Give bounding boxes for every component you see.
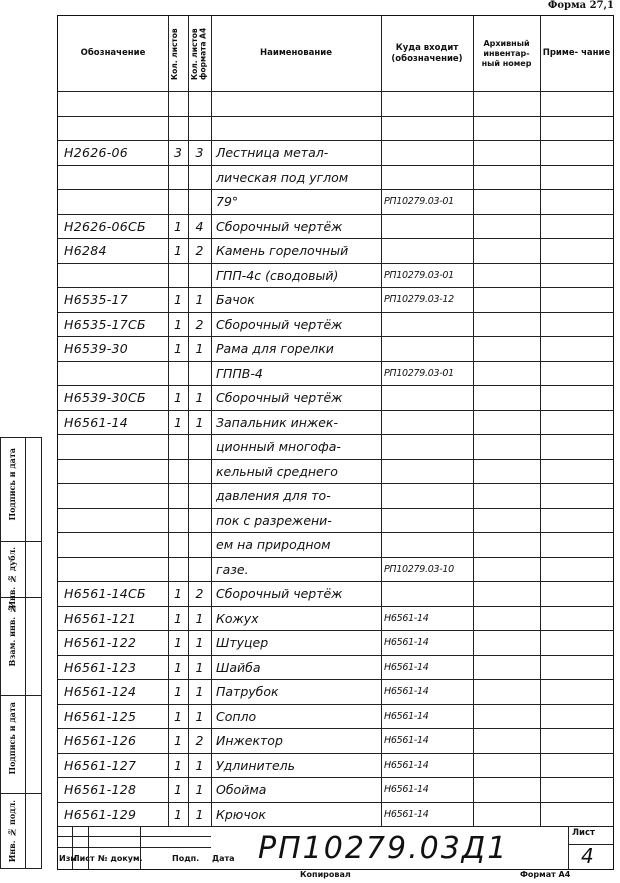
footer-col-date: Дата [212, 854, 235, 863]
row-where-used [384, 484, 474, 507]
row-sheet-count-a4: 1 [195, 806, 204, 822]
header-sheet-count: Кол. листов [170, 28, 179, 80]
row-where-used [384, 117, 474, 140]
row-where-used: Н6561-14 [384, 735, 429, 746]
row-sheet-count-a4: 4 [195, 218, 204, 234]
row-sheet-count: 1 [174, 806, 182, 822]
row-name: ГППВ-4 [216, 365, 263, 381]
row-designation: Н6284 [64, 243, 107, 258]
row-where-used [384, 166, 474, 189]
row-sheet-count-a4 [188, 460, 211, 483]
row-sheet-count-a4: 2 [195, 243, 204, 258]
form-label: Форма 27,1 [547, 0, 614, 11]
row-where-used: РП10279.03-12 [384, 294, 454, 305]
row-sheet-count-a4: 1 [195, 341, 204, 356]
row-sheet-count [168, 264, 188, 287]
row-sheet-count [168, 435, 188, 458]
row-name: Бачок [216, 292, 255, 307]
row-sheet-count-a4 [188, 533, 211, 556]
row-sheet-count-a4: 1 [195, 390, 204, 405]
row-where-used [384, 239, 474, 262]
row-name: кельный среднего [216, 463, 338, 479]
spec-sheet [57, 15, 614, 870]
row-sheet-count-a4: 1 [195, 414, 204, 430]
row-sheet-count: 1 [174, 708, 182, 724]
row-sheet-count: 1 [174, 243, 182, 258]
row-designation [64, 460, 166, 483]
row-where-used [384, 215, 474, 238]
row-where-used: Н6561-14 [384, 784, 429, 795]
row-sheet-count-a4: 1 [195, 708, 204, 724]
row-designation: Н6561-14СБ [64, 586, 146, 601]
row-name: Крючок [216, 806, 266, 822]
row-sheet-count [168, 362, 188, 385]
row-sheet-count [168, 558, 188, 581]
row-where-used [384, 533, 474, 556]
row-designation [64, 166, 166, 189]
side-label-inv-duplicate: Инв. № дубл. [7, 547, 17, 609]
row-designation [64, 264, 166, 287]
row-where-used: Н6561-14 [384, 686, 429, 697]
row-designation: Н6561-128 [64, 782, 137, 797]
row-sheet-count-a4: 1 [195, 684, 204, 699]
row-designation [64, 117, 166, 140]
row-sheet-count: 1 [174, 733, 182, 748]
copied-label: Копировал [300, 870, 351, 879]
row-name: Рама для горелки [216, 341, 334, 356]
row-sheet-count-a4 [188, 509, 211, 532]
row-designation: Н6561-129 [64, 806, 137, 822]
row-name: Кожух [216, 610, 259, 626]
row-designation: Н2626-06СБ [64, 218, 146, 234]
row-designation: Н6535-17СБ [64, 316, 146, 332]
row-name: Удлинитель [216, 757, 295, 773]
row-designation [64, 558, 166, 581]
row-name: Запальник инжек- [216, 414, 338, 430]
row-name: ГПП-4с (сводовый) [216, 267, 339, 283]
row-sheet-count [168, 117, 188, 140]
row-where-used [384, 313, 474, 336]
row-sheet-count: 1 [174, 218, 182, 234]
row-designation: Н6561-125 [64, 708, 137, 724]
row-sheet-count: 1 [174, 684, 182, 699]
row-sheet-count-a4 [188, 117, 211, 140]
row-sheet-count-a4: 2 [195, 586, 204, 601]
row-where-used [384, 411, 474, 434]
side-strip-field [26, 437, 42, 869]
footer-col-signature: Подп. [172, 854, 200, 863]
row-sheet-count-a4 [188, 92, 211, 115]
row-sheet-count-a4: 1 [195, 635, 204, 650]
row-name: Патрубок [216, 684, 279, 699]
row-sheet-count [168, 509, 188, 532]
row-name: Сборочный чертёж [216, 316, 343, 332]
row-where-used: РП10279.03-01 [384, 196, 454, 207]
header-designation: Обозначение [80, 48, 146, 59]
row-name: Сопло [216, 708, 257, 724]
row-sheet-count-a4: 2 [195, 733, 204, 748]
row-where-used [384, 92, 474, 115]
side-label-signature-2: Подпись и дата [7, 448, 17, 521]
header-name: Наименование [260, 48, 332, 59]
row-where-used: РП10279.03-01 [384, 367, 454, 379]
row-name: ем на природном [216, 537, 331, 552]
row-sheet-count-a4: 2 [195, 316, 204, 332]
row-designation: Н6539-30 [64, 341, 129, 356]
header-where-used: Куда входит (обозначение) [391, 42, 463, 64]
row-name: Обойма [216, 782, 267, 797]
row-name: 79° [216, 194, 239, 209]
format-label: Формат А4 [520, 870, 571, 879]
footer-col-sheet: Лист [73, 854, 95, 863]
row-designation [64, 435, 166, 458]
row-designation [64, 484, 166, 507]
row-sheet-count: 1 [174, 659, 182, 675]
row-designation: Н6561-126 [64, 733, 137, 748]
row-where-used: Н6561-14 [384, 710, 429, 722]
row-sheet-count-a4: 1 [195, 610, 204, 626]
row-where-used [384, 460, 474, 483]
row-sheet-count-a4: 1 [195, 782, 204, 797]
side-label-inv-original: Инв. № подл. [7, 800, 17, 863]
row-sheet-count-a4 [188, 558, 211, 581]
row-sheet-count: 1 [174, 635, 182, 650]
row-sheet-count [168, 92, 188, 115]
row-sheet-count: 3 [174, 145, 182, 160]
row-sheet-count: 1 [174, 390, 182, 405]
row-sheet-count-a4 [188, 166, 211, 189]
sheet-number: 4 [581, 844, 596, 868]
row-sheet-count-a4: 1 [195, 757, 204, 773]
row-sheet-count-a4: 1 [195, 292, 204, 307]
row-sheet-count-a4 [188, 190, 211, 213]
row-name [216, 117, 384, 140]
row-designation: Н6561-127 [64, 757, 137, 773]
row-sheet-count-a4: 3 [195, 145, 204, 160]
row-where-used: РП10279.03-10 [384, 563, 454, 575]
header-archive-number: Архивный инвентар- ный номер [481, 38, 532, 68]
row-name: пок с разрежени- [216, 512, 332, 528]
row-designation [64, 533, 166, 556]
row-name: газе. [216, 561, 249, 577]
header-note: Приме- чание [542, 48, 611, 59]
row-name: ционный многофа- [216, 439, 341, 454]
row-name: Штуцер [216, 635, 269, 650]
side-label-replaced-inv: Взам. инв. № [7, 604, 17, 667]
row-name: Шайба [216, 659, 261, 675]
row-sheet-count-a4: 1 [195, 659, 204, 675]
row-name: Лестница метал- [216, 145, 329, 160]
row-sheet-count [168, 460, 188, 483]
row-name: Инжектор [216, 733, 283, 748]
row-name: Сборочный чертёж [216, 218, 343, 234]
row-where-used [384, 582, 474, 605]
footer-col-doc-number: № докум. [98, 854, 143, 863]
document-code: РП10279.03Д1 [258, 831, 509, 866]
row-where-used: Н6561-14 [384, 661, 429, 673]
row-where-used [384, 337, 474, 360]
row-where-used [384, 141, 474, 164]
header-sheet-count-a4: Кол. листов формата А4 [190, 27, 208, 81]
row-sheet-count: 1 [174, 316, 182, 332]
row-sheet-count: 1 [174, 586, 182, 601]
row-name [216, 92, 384, 115]
row-name: Сборочный чертёж [216, 390, 343, 405]
row-sheet-count: 1 [174, 610, 182, 626]
row-sheet-count-a4 [188, 362, 211, 385]
row-designation [64, 190, 166, 213]
row-sheet-count [168, 190, 188, 213]
row-sheet-count: 1 [174, 414, 182, 430]
row-name: Сборочный чертёж [216, 586, 343, 601]
row-sheet-count [168, 484, 188, 507]
row-where-used: Н6561-14 [384, 612, 429, 624]
row-sheet-count-a4 [188, 484, 211, 507]
row-where-used [384, 386, 474, 409]
row-sheet-count-a4 [188, 264, 211, 287]
row-designation [64, 362, 166, 385]
row-where-used: Н6561-14 [384, 808, 429, 820]
row-designation: Н6561-14 [64, 414, 129, 430]
row-designation: Н6561-122 [64, 635, 137, 650]
row-name: лическая под углом [216, 169, 349, 185]
row-sheet-count: 1 [174, 341, 182, 356]
row-designation [64, 92, 166, 115]
row-sheet-count: 1 [174, 757, 182, 773]
row-where-used: Н6561-14 [384, 637, 429, 648]
row-where-used: РП10279.03-01 [384, 269, 454, 281]
row-sheet-count: 1 [174, 292, 182, 307]
footer-col-change: Изм [59, 854, 77, 863]
row-where-used [384, 509, 474, 532]
row-sheet-count [168, 533, 188, 556]
row-designation: Н6535-17 [64, 292, 129, 307]
side-label-signature-1: Подпись и дата [7, 702, 17, 775]
row-sheet-count-a4 [188, 435, 211, 458]
sheet-label: Лист [572, 828, 595, 838]
row-sheet-count [168, 166, 188, 189]
row-designation: Н6561-124 [64, 684, 137, 699]
row-designation: Н6539-30СБ [64, 390, 146, 405]
row-designation: Н6561-123 [64, 659, 137, 675]
row-designation [64, 509, 166, 532]
row-name: Камень горелочный [216, 243, 349, 258]
row-designation: Н6561-121 [64, 610, 137, 626]
row-designation: Н2626-06 [64, 145, 129, 160]
row-where-used [384, 435, 474, 458]
row-sheet-count: 1 [174, 782, 182, 797]
row-name: давления для то- [216, 488, 331, 503]
row-where-used: Н6561-14 [384, 759, 429, 771]
